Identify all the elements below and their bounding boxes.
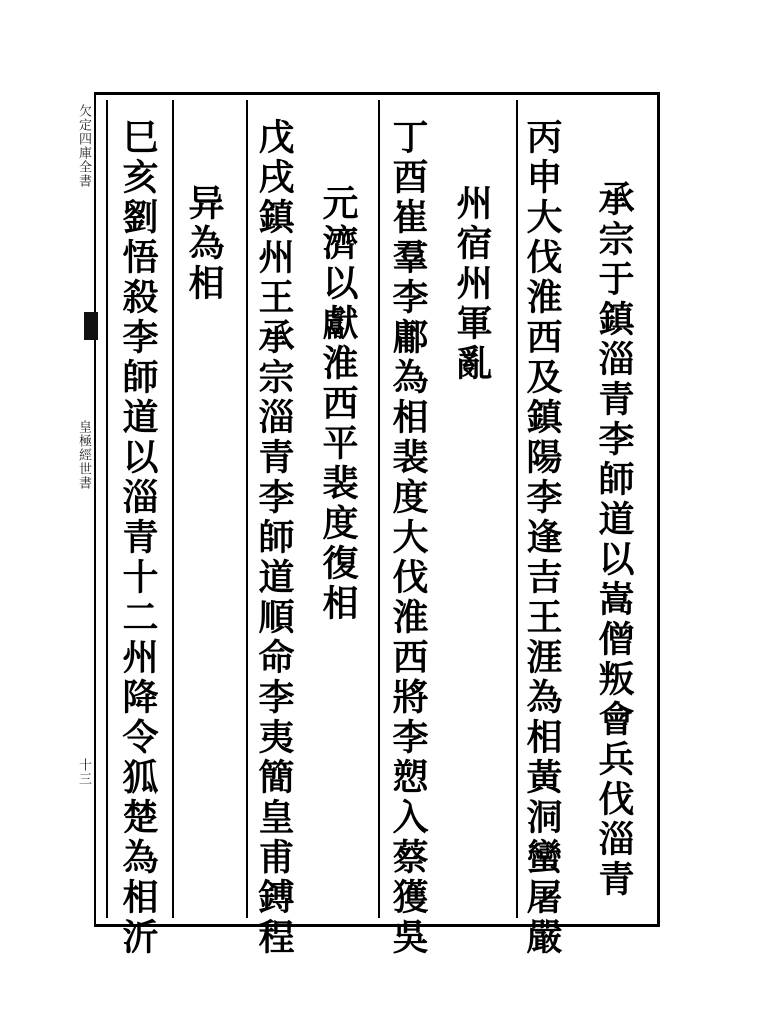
text-column-4: 丁酉崔羣李鄘為相裴度大伐淮西將李愬入蔡獲吳 xyxy=(387,118,429,958)
column-rule xyxy=(172,100,174,918)
column-rule xyxy=(246,100,248,918)
text-column-3: 州宿州軍亂 xyxy=(451,184,493,384)
text-column-1: 承宗于鎮淄青李師道以嵩僧叛會兵伐淄青 xyxy=(593,180,635,900)
text-column-6: 戊戌鎮州王承宗淄青李師道順命李夷簡皇甫鎛程 xyxy=(253,118,295,958)
text-column-5: 元濟以獻淮西平裴度復相 xyxy=(317,184,359,624)
margin-page-number: 十三 xyxy=(76,758,91,786)
text-column-7: 异為相 xyxy=(183,184,225,304)
margin-title: 欠定四庫全書 xyxy=(76,104,91,188)
text-column-8: 巳亥劉悟殺李師道以淄青十二州降令狐楚為相沂 xyxy=(117,118,159,958)
page-border xyxy=(94,92,660,927)
margin-book-title: 皇極經世書 xyxy=(76,420,91,490)
column-rule xyxy=(106,100,108,918)
column-rule xyxy=(378,100,380,918)
text-column-2: 丙申大伐淮西及鎮陽李逢吉王涯為相黃洞蠻屠嚴 xyxy=(521,118,563,958)
column-rule xyxy=(516,100,518,918)
fishtail-mark xyxy=(84,312,98,340)
